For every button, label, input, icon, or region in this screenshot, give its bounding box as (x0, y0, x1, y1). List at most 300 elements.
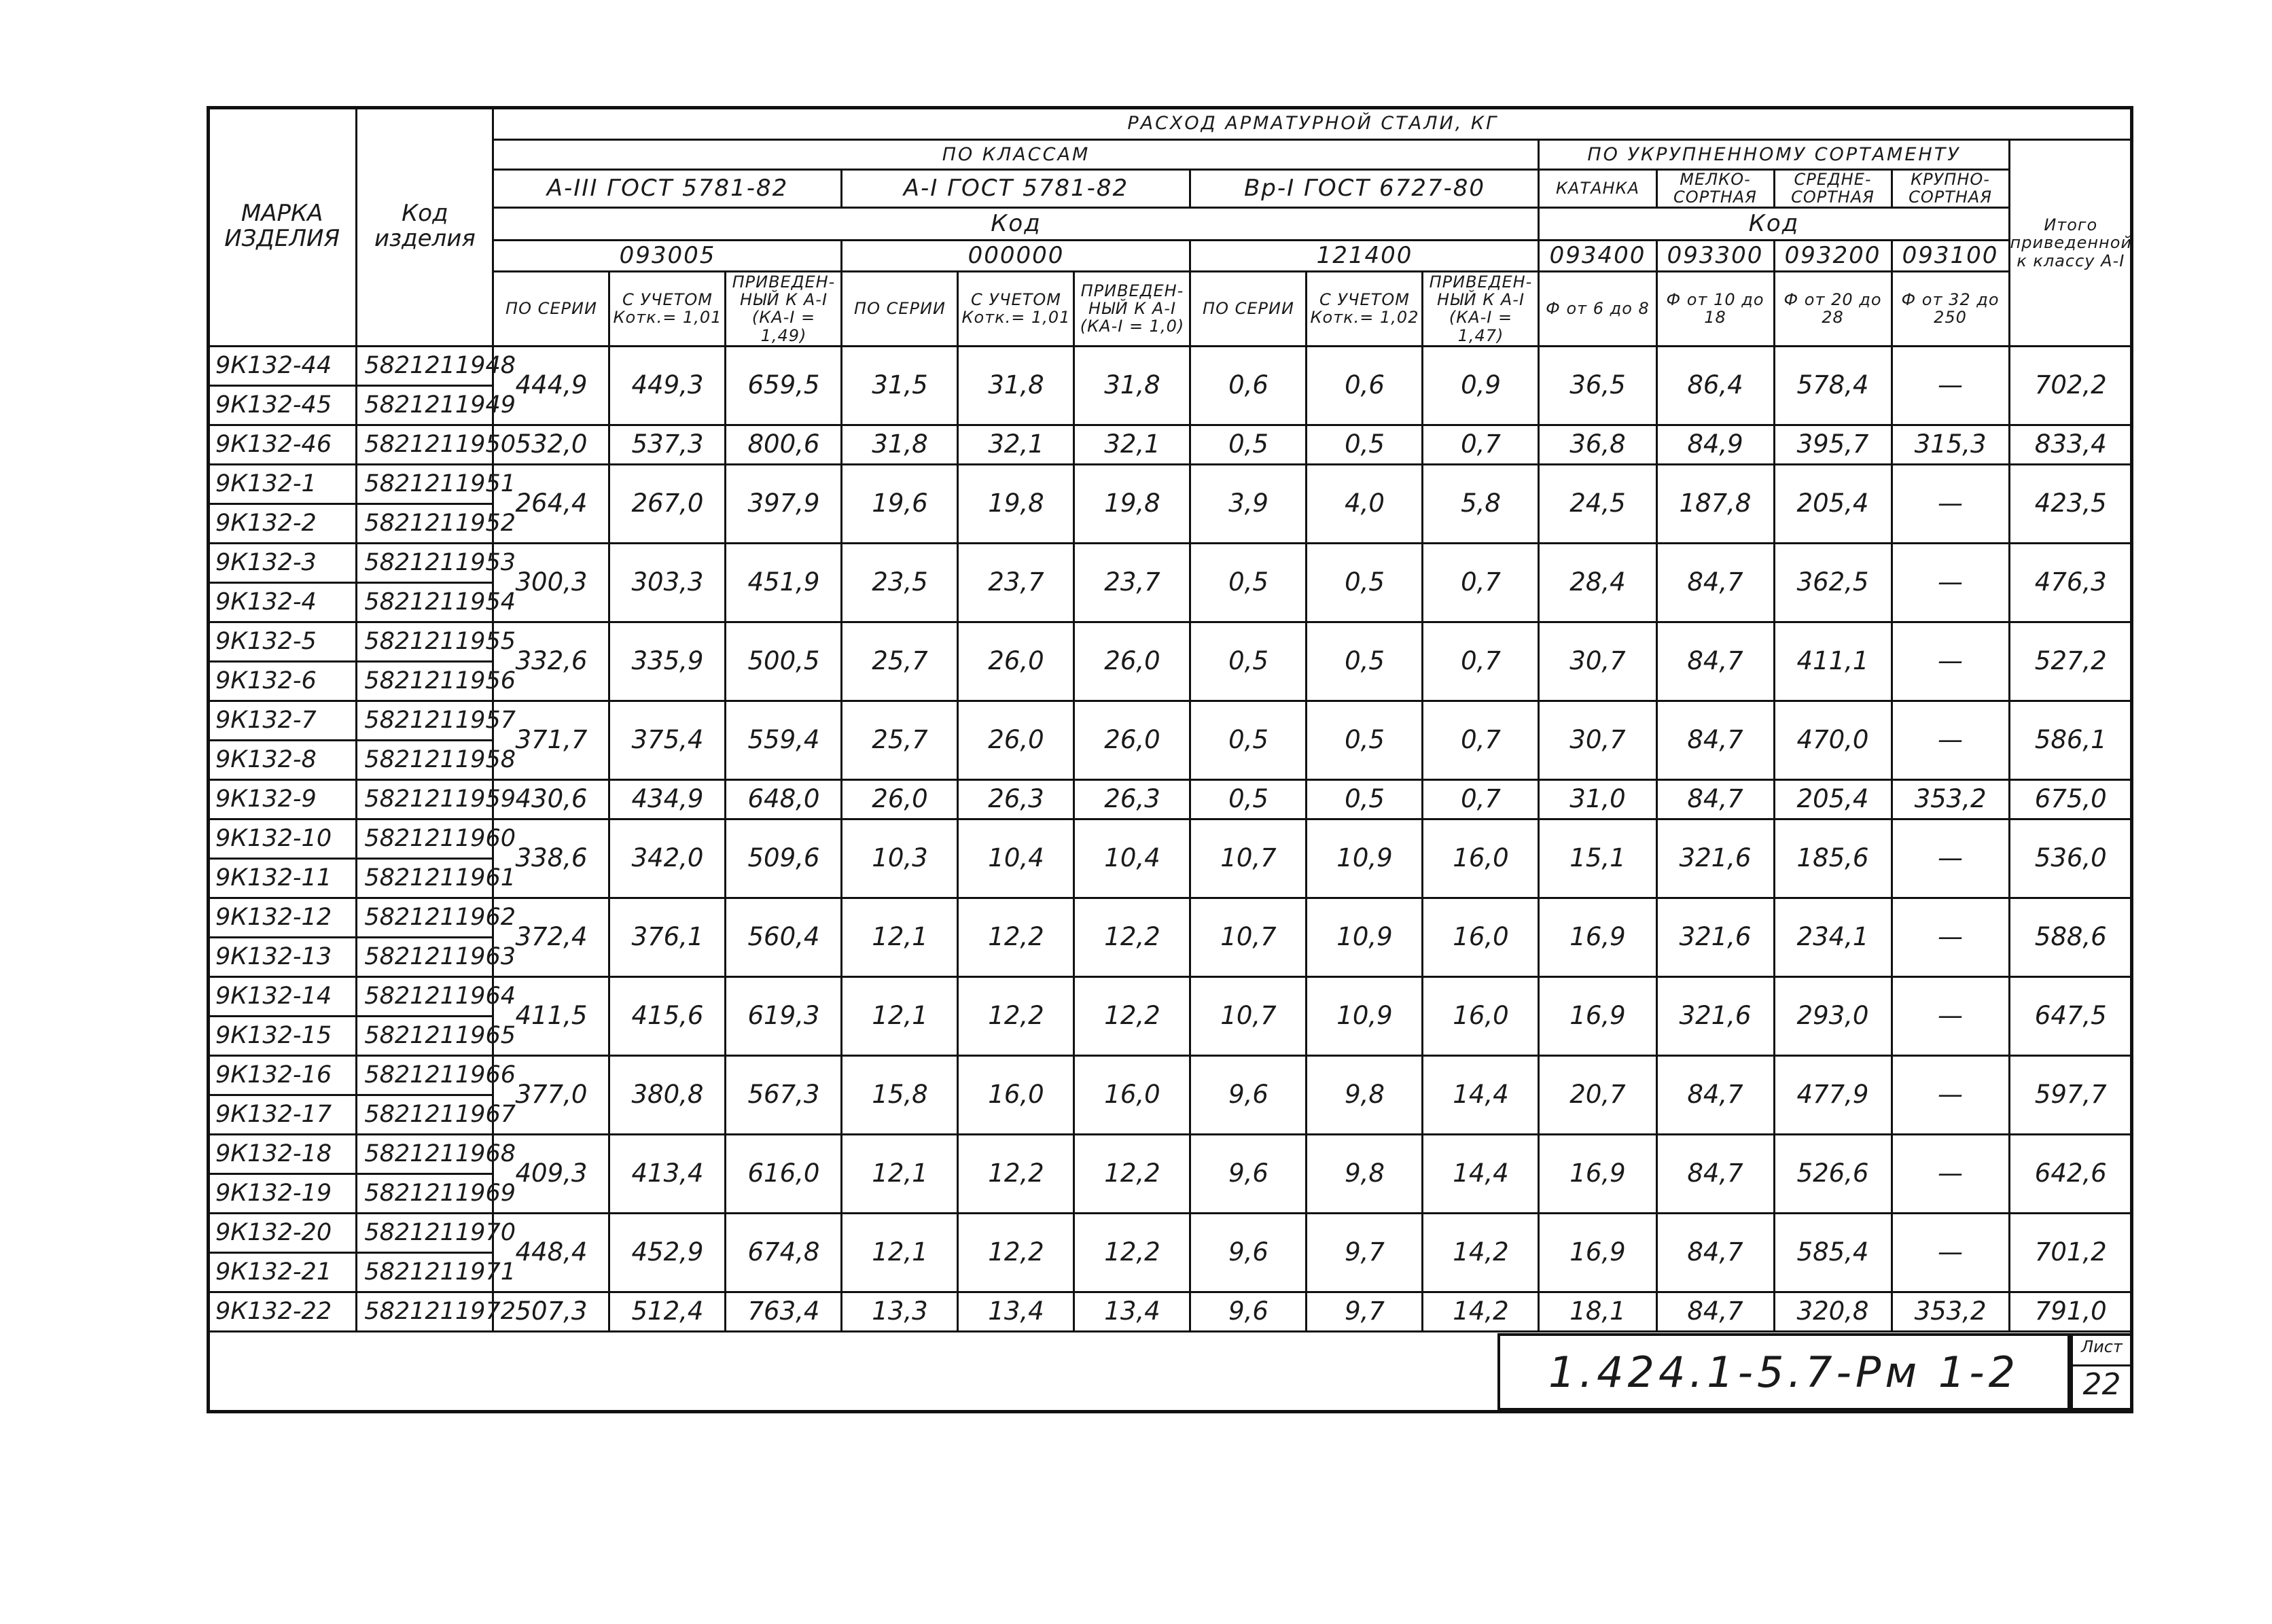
value-cell: 28,4 (1539, 543, 1656, 622)
value-cell: — (1892, 1134, 2009, 1213)
kod-cell: 5821211957 (357, 701, 493, 740)
value-cell: 12,2 (1074, 898, 1190, 976)
value-cell: 12,1 (842, 1134, 958, 1213)
value-cell: 0,7 (1423, 425, 1539, 464)
value-cell: 451,9 (726, 543, 842, 622)
table-row (208, 898, 2133, 937)
header-rashod: РАСХОД АРМАТУРНОЙ СТАЛИ, КГ (493, 107, 2133, 140)
header-kod-classes: Код (493, 207, 1539, 240)
kod-cell: 5821211967 (357, 1095, 493, 1134)
marka-cell: 9К132-12 (208, 898, 357, 937)
value-cell: 26,0 (958, 701, 1074, 779)
value-cell: 26,3 (1074, 779, 1190, 819)
value-cell: 702,2 (2009, 346, 2132, 425)
value-cell: 10,4 (958, 819, 1074, 898)
value-cell: 659,5 (726, 346, 842, 425)
value-cell: 25,7 (842, 622, 958, 701)
marka-cell: 9К132-46 (208, 425, 357, 464)
value-cell: 413,4 (609, 1134, 726, 1213)
value-cell: 4,0 (1307, 464, 1423, 543)
value-cell: 397,9 (726, 464, 842, 543)
marka-cell: 9К132-11 (208, 858, 357, 898)
value-cell: 9,7 (1307, 1292, 1423, 1331)
value-cell: 205,4 (1774, 464, 1892, 543)
value-cell: 507,3 (493, 1292, 609, 1331)
marka-cell: 9К132-22 (208, 1292, 357, 1331)
value-cell: 9,8 (1307, 1134, 1423, 1213)
value-cell: 376,1 (609, 898, 726, 976)
kod-cell: 5821211972 (357, 1292, 493, 1331)
value-cell: 588,6 (2009, 898, 2132, 976)
value-cell: 371,7 (493, 701, 609, 779)
table-row (208, 425, 2133, 464)
kod-cell: 5821211952 (357, 504, 493, 543)
value-cell: 321,6 (1656, 819, 1774, 898)
value-cell: 9,8 (1307, 1055, 1423, 1134)
value-cell: 31,8 (842, 425, 958, 464)
value-cell: 321,6 (1656, 976, 1774, 1055)
value-cell: 16,0 (1423, 898, 1539, 976)
value-cell: 395,7 (1774, 425, 1892, 464)
header-code-121400: 121400 (1190, 240, 1539, 271)
marka-cell: 9К132-17 (208, 1095, 357, 1134)
value-cell: 0,5 (1307, 779, 1423, 819)
kod-cell: 5821211965 (357, 1016, 493, 1055)
table-row (208, 779, 2133, 819)
value-cell: 597,7 (2009, 1055, 2132, 1134)
value-cell: 444,9 (493, 346, 609, 425)
value-cell: 567,3 (726, 1055, 842, 1134)
value-cell: 20,7 (1539, 1055, 1656, 1134)
value-cell: 12,2 (958, 976, 1074, 1055)
table-row (208, 1055, 2133, 1095)
value-cell: 362,5 (1774, 543, 1892, 622)
header-code-093100: 093100 (1892, 240, 2009, 271)
value-cell: 9,7 (1307, 1213, 1423, 1292)
value-cell: 5,8 (1423, 464, 1539, 543)
marka-cell: 9К132-7 (208, 701, 357, 740)
value-cell: — (1892, 898, 2009, 976)
value-cell: 84,7 (1656, 1055, 1774, 1134)
marka-cell: 9К132-10 (208, 819, 357, 858)
value-cell: 763,4 (726, 1292, 842, 1331)
value-cell: 338,6 (493, 819, 609, 898)
value-cell: 619,3 (726, 976, 842, 1055)
value-cell: — (1892, 976, 2009, 1055)
value-cell: 0,7 (1423, 779, 1539, 819)
value-cell: 585,4 (1774, 1213, 1892, 1292)
header-po-serii: ПО СЕРИИ (493, 271, 609, 346)
value-cell: 791,0 (2009, 1292, 2132, 1331)
value-cell: 0,6 (1190, 346, 1307, 425)
value-cell: 234,1 (1774, 898, 1892, 976)
value-cell: 430,6 (493, 779, 609, 819)
header-marka: МАРКА ИЗДЕЛИЯ (208, 107, 357, 347)
value-cell: 13,4 (1074, 1292, 1190, 1331)
value-cell: 10,3 (842, 819, 958, 898)
value-cell: 526,6 (1774, 1134, 1892, 1213)
value-cell: 448,4 (493, 1213, 609, 1292)
header-itogo: Итого приведенной к классу А-I (2009, 140, 2132, 347)
marka-cell: 9К132-2 (208, 504, 357, 543)
marka-cell: 9К132-18 (208, 1134, 357, 1173)
value-cell: 26,0 (842, 779, 958, 819)
kod-cell: 5821211959 (357, 779, 493, 819)
value-cell: 477,9 (1774, 1055, 1892, 1134)
value-cell: 10,4 (1074, 819, 1190, 898)
header-kod-izdeliya: Код изделия (357, 107, 493, 347)
value-cell: 14,2 (1423, 1213, 1539, 1292)
table-row (208, 464, 2133, 504)
value-cell: 0,7 (1423, 543, 1539, 622)
value-cell: 84,7 (1656, 1213, 1774, 1292)
value-cell: 380,8 (609, 1055, 726, 1134)
header-diam-10-18: Ф от 10 до 18 (1656, 271, 1774, 346)
value-cell: 84,7 (1656, 1134, 1774, 1213)
value-cell: 0,5 (1307, 543, 1423, 622)
value-cell: 372,4 (493, 898, 609, 976)
value-cell: 36,5 (1539, 346, 1656, 425)
value-cell: — (1892, 543, 2009, 622)
value-cell: 560,4 (726, 898, 842, 976)
header-krupnosortnaya: КРУПНО-СОРТНАЯ (1892, 170, 2009, 208)
value-cell: 0,7 (1423, 622, 1539, 701)
value-cell: 16,0 (1423, 976, 1539, 1055)
value-cell: 9,6 (1190, 1292, 1307, 1331)
value-cell: 411,5 (493, 976, 609, 1055)
value-cell: 32,1 (1074, 425, 1190, 464)
kod-cell: 5821211963 (357, 937, 493, 976)
value-cell: 16,9 (1539, 1134, 1656, 1213)
table-row (208, 819, 2133, 858)
value-cell: 415,6 (609, 976, 726, 1055)
header-class-a3: А-III ГОСТ 5781-82 (493, 170, 842, 208)
value-cell: — (1892, 819, 2009, 898)
value-cell: 701,2 (2009, 1213, 2132, 1292)
marka-cell: 9К132-4 (208, 582, 357, 622)
value-cell: — (1892, 1055, 2009, 1134)
marka-cell: 9К132-3 (208, 543, 357, 582)
value-cell: 536,0 (2009, 819, 2132, 898)
value-cell: 14,4 (1423, 1134, 1539, 1213)
value-cell: 24,5 (1539, 464, 1656, 543)
value-cell: 12,1 (842, 1213, 958, 1292)
value-cell: 10,9 (1307, 898, 1423, 976)
value-cell: 84,7 (1656, 622, 1774, 701)
value-cell: 18,1 (1539, 1292, 1656, 1331)
value-cell: 12,2 (958, 898, 1074, 976)
value-cell: 377,0 (493, 1055, 609, 1134)
header-diam-32-250: Ф от 32 до 250 (1892, 271, 2009, 346)
header-privedenny-2: ПРИВЕДЕН-НЫЙ К А-I (КА-I = 1,0) (1074, 271, 1190, 346)
value-cell: 12,2 (958, 1134, 1074, 1213)
marka-cell: 9К132-5 (208, 622, 357, 661)
value-cell: 0,5 (1190, 701, 1307, 779)
kod-cell: 5821211961 (357, 858, 493, 898)
header-po-sortamentu: ПО УКРУПНЕННОМУ СОРТАМЕНТУ (1539, 140, 2009, 170)
value-cell: 616,0 (726, 1134, 842, 1213)
value-cell: 409,3 (493, 1134, 609, 1213)
value-cell: 31,8 (958, 346, 1074, 425)
value-cell: 15,1 (1539, 819, 1656, 898)
value-cell: 411,1 (1774, 622, 1892, 701)
value-cell: 675,0 (2009, 779, 2132, 819)
marka-cell: 9К132-13 (208, 937, 357, 976)
header-po-serii: ПО СЕРИИ (1190, 271, 1307, 346)
document-number: 1.424.1-5.7-Рм 1-2 (1548, 1347, 2020, 1397)
value-cell: 321,6 (1656, 898, 1774, 976)
table-row (208, 1134, 2133, 1173)
value-cell: 470,0 (1774, 701, 1892, 779)
value-cell: — (1892, 701, 2009, 779)
value-cell: 16,9 (1539, 898, 1656, 976)
header-code-093005: 093005 (493, 240, 842, 271)
header-kod-sortament: Код (1539, 207, 2009, 240)
value-cell: 16,0 (1074, 1055, 1190, 1134)
value-cell: 32,1 (958, 425, 1074, 464)
value-cell: 800,6 (726, 425, 842, 464)
value-cell: 12,2 (958, 1213, 1074, 1292)
value-cell: 353,2 (1892, 779, 2009, 819)
value-cell: 12,2 (1074, 1134, 1190, 1213)
value-cell: 30,7 (1539, 622, 1656, 701)
sheet-number: 22 (2082, 1367, 2121, 1402)
marka-cell: 9К132-44 (208, 346, 357, 385)
table-row (208, 543, 2133, 582)
value-cell: 9,6 (1190, 1055, 1307, 1134)
value-cell: 12,2 (1074, 1213, 1190, 1292)
table-row (208, 346, 2133, 385)
marka-cell: 9К132-16 (208, 1055, 357, 1095)
value-cell: 9,6 (1190, 1213, 1307, 1292)
value-cell: 10,7 (1190, 819, 1307, 898)
header-s-uchetom-2: С УЧЕТОМ Котк.= 1,01 (958, 271, 1074, 346)
kod-cell: 5821211955 (357, 622, 493, 661)
value-cell: 267,0 (609, 464, 726, 543)
value-cell: 19,8 (1074, 464, 1190, 543)
value-cell: 833,4 (2009, 425, 2132, 464)
value-cell: 537,3 (609, 425, 726, 464)
header-s-uchetom-3: С УЧЕТОМ Котк.= 1,02 (1307, 271, 1423, 346)
kod-cell: 5821211971 (357, 1252, 493, 1292)
header-class-a1: А-I ГОСТ 5781-82 (842, 170, 1190, 208)
value-cell: 187,8 (1656, 464, 1774, 543)
marka-cell: 9К132-8 (208, 740, 357, 779)
header-privedenny-1: ПРИВЕДЕН-НЫЙ К А-I (КА-I = 1,49) (726, 271, 842, 346)
value-cell: 84,7 (1656, 701, 1774, 779)
kod-cell: 5821211948 (357, 346, 493, 385)
header-s-uchetom-1: С УЧЕТОМ Котк.= 1,01 (609, 271, 726, 346)
value-cell: 500,5 (726, 622, 842, 701)
value-cell: 31,5 (842, 346, 958, 425)
table-row (208, 1292, 2133, 1331)
value-cell: 353,2 (1892, 1292, 2009, 1331)
value-cell: 3,9 (1190, 464, 1307, 543)
value-cell: 23,5 (842, 543, 958, 622)
value-cell: 23,7 (1074, 543, 1190, 622)
value-cell: 31,0 (1539, 779, 1656, 819)
value-cell: 16,0 (1423, 819, 1539, 898)
marka-cell: 9К132-6 (208, 661, 357, 701)
value-cell: 0,5 (1307, 622, 1423, 701)
value-cell: 0,5 (1307, 425, 1423, 464)
value-cell: 0,7 (1423, 701, 1539, 779)
marka-cell: 9К132-1 (208, 464, 357, 504)
value-cell: 0,5 (1190, 622, 1307, 701)
header-diam-20-28: Ф от 20 до 28 (1774, 271, 1892, 346)
value-cell: 13,4 (958, 1292, 1074, 1331)
value-cell: 332,6 (493, 622, 609, 701)
value-cell: 300,3 (493, 543, 609, 622)
kod-cell: 5821211956 (357, 661, 493, 701)
kod-cell: 5821211962 (357, 898, 493, 937)
marka-cell: 9К132-45 (208, 385, 357, 425)
value-cell: — (1892, 622, 2009, 701)
value-cell: 205,4 (1774, 779, 1892, 819)
kod-cell: 5821211960 (357, 819, 493, 858)
value-cell: 84,7 (1656, 779, 1774, 819)
value-cell: 674,8 (726, 1213, 842, 1292)
value-cell: 26,0 (1074, 701, 1190, 779)
value-cell: 264,4 (493, 464, 609, 543)
header-class-vr1: Вр-I ГОСТ 6727-80 (1190, 170, 1539, 208)
value-cell: 320,8 (1774, 1292, 1892, 1331)
value-cell: 647,5 (2009, 976, 2132, 1055)
header-melkosortnaya: МЕЛКО-СОРТНАЯ (1656, 170, 1774, 208)
value-cell: 15,8 (842, 1055, 958, 1134)
kod-cell: 5821211951 (357, 464, 493, 504)
header-srednesortnaya: СРЕДНЕ-СОРТНАЯ (1774, 170, 1892, 208)
value-cell: 335,9 (609, 622, 726, 701)
marka-cell: 9К132-19 (208, 1173, 357, 1213)
title-block-designation (1497, 1333, 2070, 1411)
value-cell: 434,9 (609, 779, 726, 819)
value-cell: 23,7 (958, 543, 1074, 622)
kod-cell: 5821211950 (357, 425, 493, 464)
value-cell: 512,4 (609, 1292, 726, 1331)
value-cell: 19,8 (958, 464, 1074, 543)
value-cell: 25,7 (842, 701, 958, 779)
header-code-093300: 093300 (1656, 240, 1774, 271)
marka-cell: 9К132-15 (208, 1016, 357, 1055)
value-cell: 0,5 (1307, 701, 1423, 779)
kod-cell: 5821211958 (357, 740, 493, 779)
table-row (208, 701, 2133, 740)
kod-cell: 5821211968 (357, 1134, 493, 1173)
value-cell: 10,7 (1190, 976, 1307, 1055)
header-po-serii: ПО СЕРИИ (842, 271, 958, 346)
value-cell: 12,2 (1074, 976, 1190, 1055)
value-cell: 13,3 (842, 1292, 958, 1331)
value-cell: 449,3 (609, 346, 726, 425)
kod-cell: 5821211949 (357, 385, 493, 425)
kod-cell: 5821211964 (357, 976, 493, 1016)
value-cell: 16,0 (958, 1055, 1074, 1134)
value-cell: 14,4 (1423, 1055, 1539, 1134)
kod-cell: 5821211970 (357, 1213, 493, 1252)
value-cell: 16,9 (1539, 976, 1656, 1055)
value-cell: 31,8 (1074, 346, 1190, 425)
value-cell: 586,1 (2009, 701, 2132, 779)
value-cell: 559,4 (726, 701, 842, 779)
sheet-label: Лист (2073, 1337, 2131, 1366)
header-diam-6-8: Ф от 6 до 8 (1539, 271, 1656, 346)
header-code-000000: 000000 (842, 240, 1190, 271)
value-cell: 0,6 (1307, 346, 1423, 425)
title-block-sheet (2070, 1333, 2133, 1411)
value-cell: 642,6 (2009, 1134, 2132, 1213)
marka-cell: 9К132-14 (208, 976, 357, 1016)
value-cell: 26,3 (958, 779, 1074, 819)
value-cell: 26,0 (958, 622, 1074, 701)
marka-cell: 9К132-20 (208, 1213, 357, 1252)
value-cell: 303,3 (609, 543, 726, 622)
value-cell: 16,9 (1539, 1213, 1656, 1292)
value-cell: 10,9 (1307, 819, 1423, 898)
value-cell: 0,5 (1190, 543, 1307, 622)
table-row (208, 622, 2133, 661)
header-katanka: КАТАНКА (1539, 170, 1656, 208)
header-privedenny-3: ПРИВЕДЕН-НЫЙ К А-I (КА-I = 1,47) (1423, 271, 1539, 346)
value-cell: 9,6 (1190, 1134, 1307, 1213)
value-cell: 293,0 (1774, 976, 1892, 1055)
value-cell: 84,9 (1656, 425, 1774, 464)
table-row (208, 1213, 2133, 1252)
header-code-093200: 093200 (1774, 240, 1892, 271)
value-cell: 315,3 (1892, 425, 2009, 464)
value-cell: 648,0 (726, 779, 842, 819)
value-cell: 26,0 (1074, 622, 1190, 701)
value-cell: 532,0 (493, 425, 609, 464)
value-cell: 476,3 (2009, 543, 2132, 622)
value-cell: 10,9 (1307, 976, 1423, 1055)
value-cell: 375,4 (609, 701, 726, 779)
value-cell: 527,2 (2009, 622, 2132, 701)
value-cell: — (1892, 346, 2009, 425)
value-cell: 342,0 (609, 819, 726, 898)
kod-cell: 5821211953 (357, 543, 493, 582)
value-cell: 509,6 (726, 819, 842, 898)
value-cell: — (1892, 1213, 2009, 1292)
value-cell: 10,7 (1190, 898, 1307, 976)
value-cell: 14,2 (1423, 1292, 1539, 1331)
value-cell: 452,9 (609, 1213, 726, 1292)
marka-cell: 9К132-9 (208, 779, 357, 819)
value-cell: 30,7 (1539, 701, 1656, 779)
value-cell: 0,5 (1190, 779, 1307, 819)
marka-cell: 9К132-21 (208, 1252, 357, 1292)
value-cell: 84,7 (1656, 543, 1774, 622)
value-cell: 12,1 (842, 898, 958, 976)
value-cell: — (1892, 464, 2009, 543)
value-cell: 0,9 (1423, 346, 1539, 425)
value-cell: 36,8 (1539, 425, 1656, 464)
kod-cell: 5821211966 (357, 1055, 493, 1095)
value-cell: 12,1 (842, 976, 958, 1055)
value-cell: 578,4 (1774, 346, 1892, 425)
value-cell: 84,7 (1656, 1292, 1774, 1331)
kod-cell: 5821211969 (357, 1173, 493, 1213)
value-cell: 19,6 (842, 464, 958, 543)
kod-cell: 5821211954 (357, 582, 493, 622)
rebar-consumption-table (207, 106, 2133, 1332)
header-po-klassam: ПО КЛАССАМ (493, 140, 1539, 170)
value-cell: 0,5 (1190, 425, 1307, 464)
value-cell: 86,4 (1656, 346, 1774, 425)
header-code-093400: 093400 (1539, 240, 1656, 271)
value-cell: 185,6 (1774, 819, 1892, 898)
table-row (208, 976, 2133, 1016)
